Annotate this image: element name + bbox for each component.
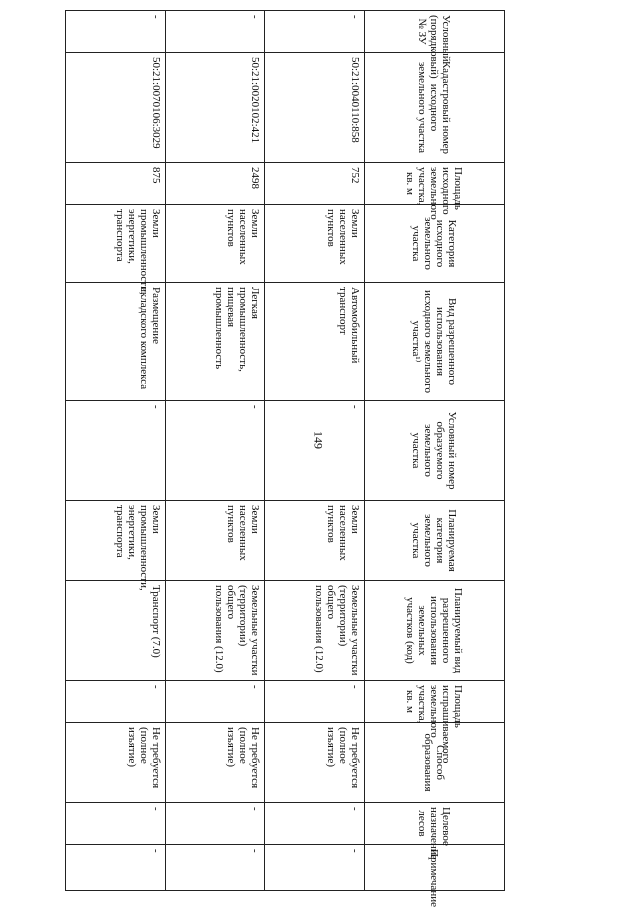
header-cell: Кадастровый номер исходного земельного участка: [365, 53, 505, 163]
table-cell: -: [165, 845, 265, 891]
table-cell: Земельные участки (территории) общего пользования (12.0): [165, 581, 265, 681]
table-cell: Земли населенных пунктов: [265, 205, 365, 283]
header-cell: Условный номер образуемого земельного участка: [365, 401, 505, 501]
table-cell: Не требуется (полное изъятие): [265, 723, 365, 803]
table-cell: 2498: [165, 163, 265, 205]
table-cell: Земли населенных пунктов: [165, 205, 265, 283]
table-row: [265, 11, 365, 891]
header-cell: Примечание: [365, 845, 505, 891]
table-cell: -: [265, 803, 365, 845]
header-cell: Вид разрешенного использования исходного земельного участка¹⁾: [365, 283, 505, 401]
table-cell: -: [165, 11, 265, 53]
table-cell: 875: [66, 163, 166, 205]
table-cell: Легкая промышленность, пищевая промышленность: [165, 283, 265, 401]
table-cell: -: [66, 803, 166, 845]
table-cell: Транспорт (7.0): [66, 581, 166, 681]
header-cell: Категория исходного земельного участка: [365, 205, 505, 283]
table-cell: 50:21:0070106:3029: [66, 53, 166, 163]
table-cell: Размещение складского комплекса: [66, 283, 166, 401]
page-number: 149: [311, 431, 326, 449]
table-cell: Земли промышленности, энергетики, транспорта: [66, 501, 166, 581]
table-cell: Земли населенных пунктов: [265, 501, 365, 581]
header-cell: Планируемый вид разрешенного использования земельных участков (код): [365, 581, 505, 681]
header-cell: Планируемая категория земельного участка: [365, 501, 505, 581]
table-cell: -: [165, 803, 265, 845]
table-cell: -: [165, 681, 265, 723]
table-cell: 50:21:0020102:421: [165, 53, 265, 163]
header-cell: Способ образования: [365, 723, 505, 803]
table-cell: -: [66, 11, 166, 53]
table-cell: -: [66, 401, 166, 501]
land-plots-table: [65, 10, 505, 907]
table-cell: Не требуется (полное изъятие): [66, 723, 166, 803]
header-cell: Площадь исходного земельного участка, кв. м: [365, 163, 505, 205]
table-row: [66, 11, 166, 891]
table-cell: Земли населенных пунктов: [165, 501, 265, 581]
table-row: [165, 11, 265, 891]
rotated-table-wrapper: [65, 10, 505, 907]
table-cell: -: [265, 681, 365, 723]
header-cell: Целевое назначение лесов: [365, 803, 505, 845]
header-cell: Площадь испрашиваемого земельного участка, кв. м: [365, 681, 505, 723]
table-cell: -: [265, 401, 365, 501]
table-cell: Земельные участки (территории) общего пользования (12.0): [265, 581, 365, 681]
header-row: [365, 11, 505, 891]
table-cell: 50:21:0040110:858: [265, 53, 365, 163]
table-cell: -: [265, 845, 365, 891]
table-cell: -: [66, 845, 166, 891]
table-cell: Земли промышленности, энергетики, транспорта: [66, 205, 166, 283]
table-cell: -: [265, 11, 365, 53]
table-cell: -: [165, 401, 265, 501]
table-cell: Автомобильный транспорт: [265, 283, 365, 401]
table-cell: -: [66, 681, 166, 723]
table-cell: 752: [265, 163, 365, 205]
table-cell: Не требуется (полное изъятие): [165, 723, 265, 803]
header-cell: Условный (порядковый) № ЗУ: [365, 11, 505, 53]
